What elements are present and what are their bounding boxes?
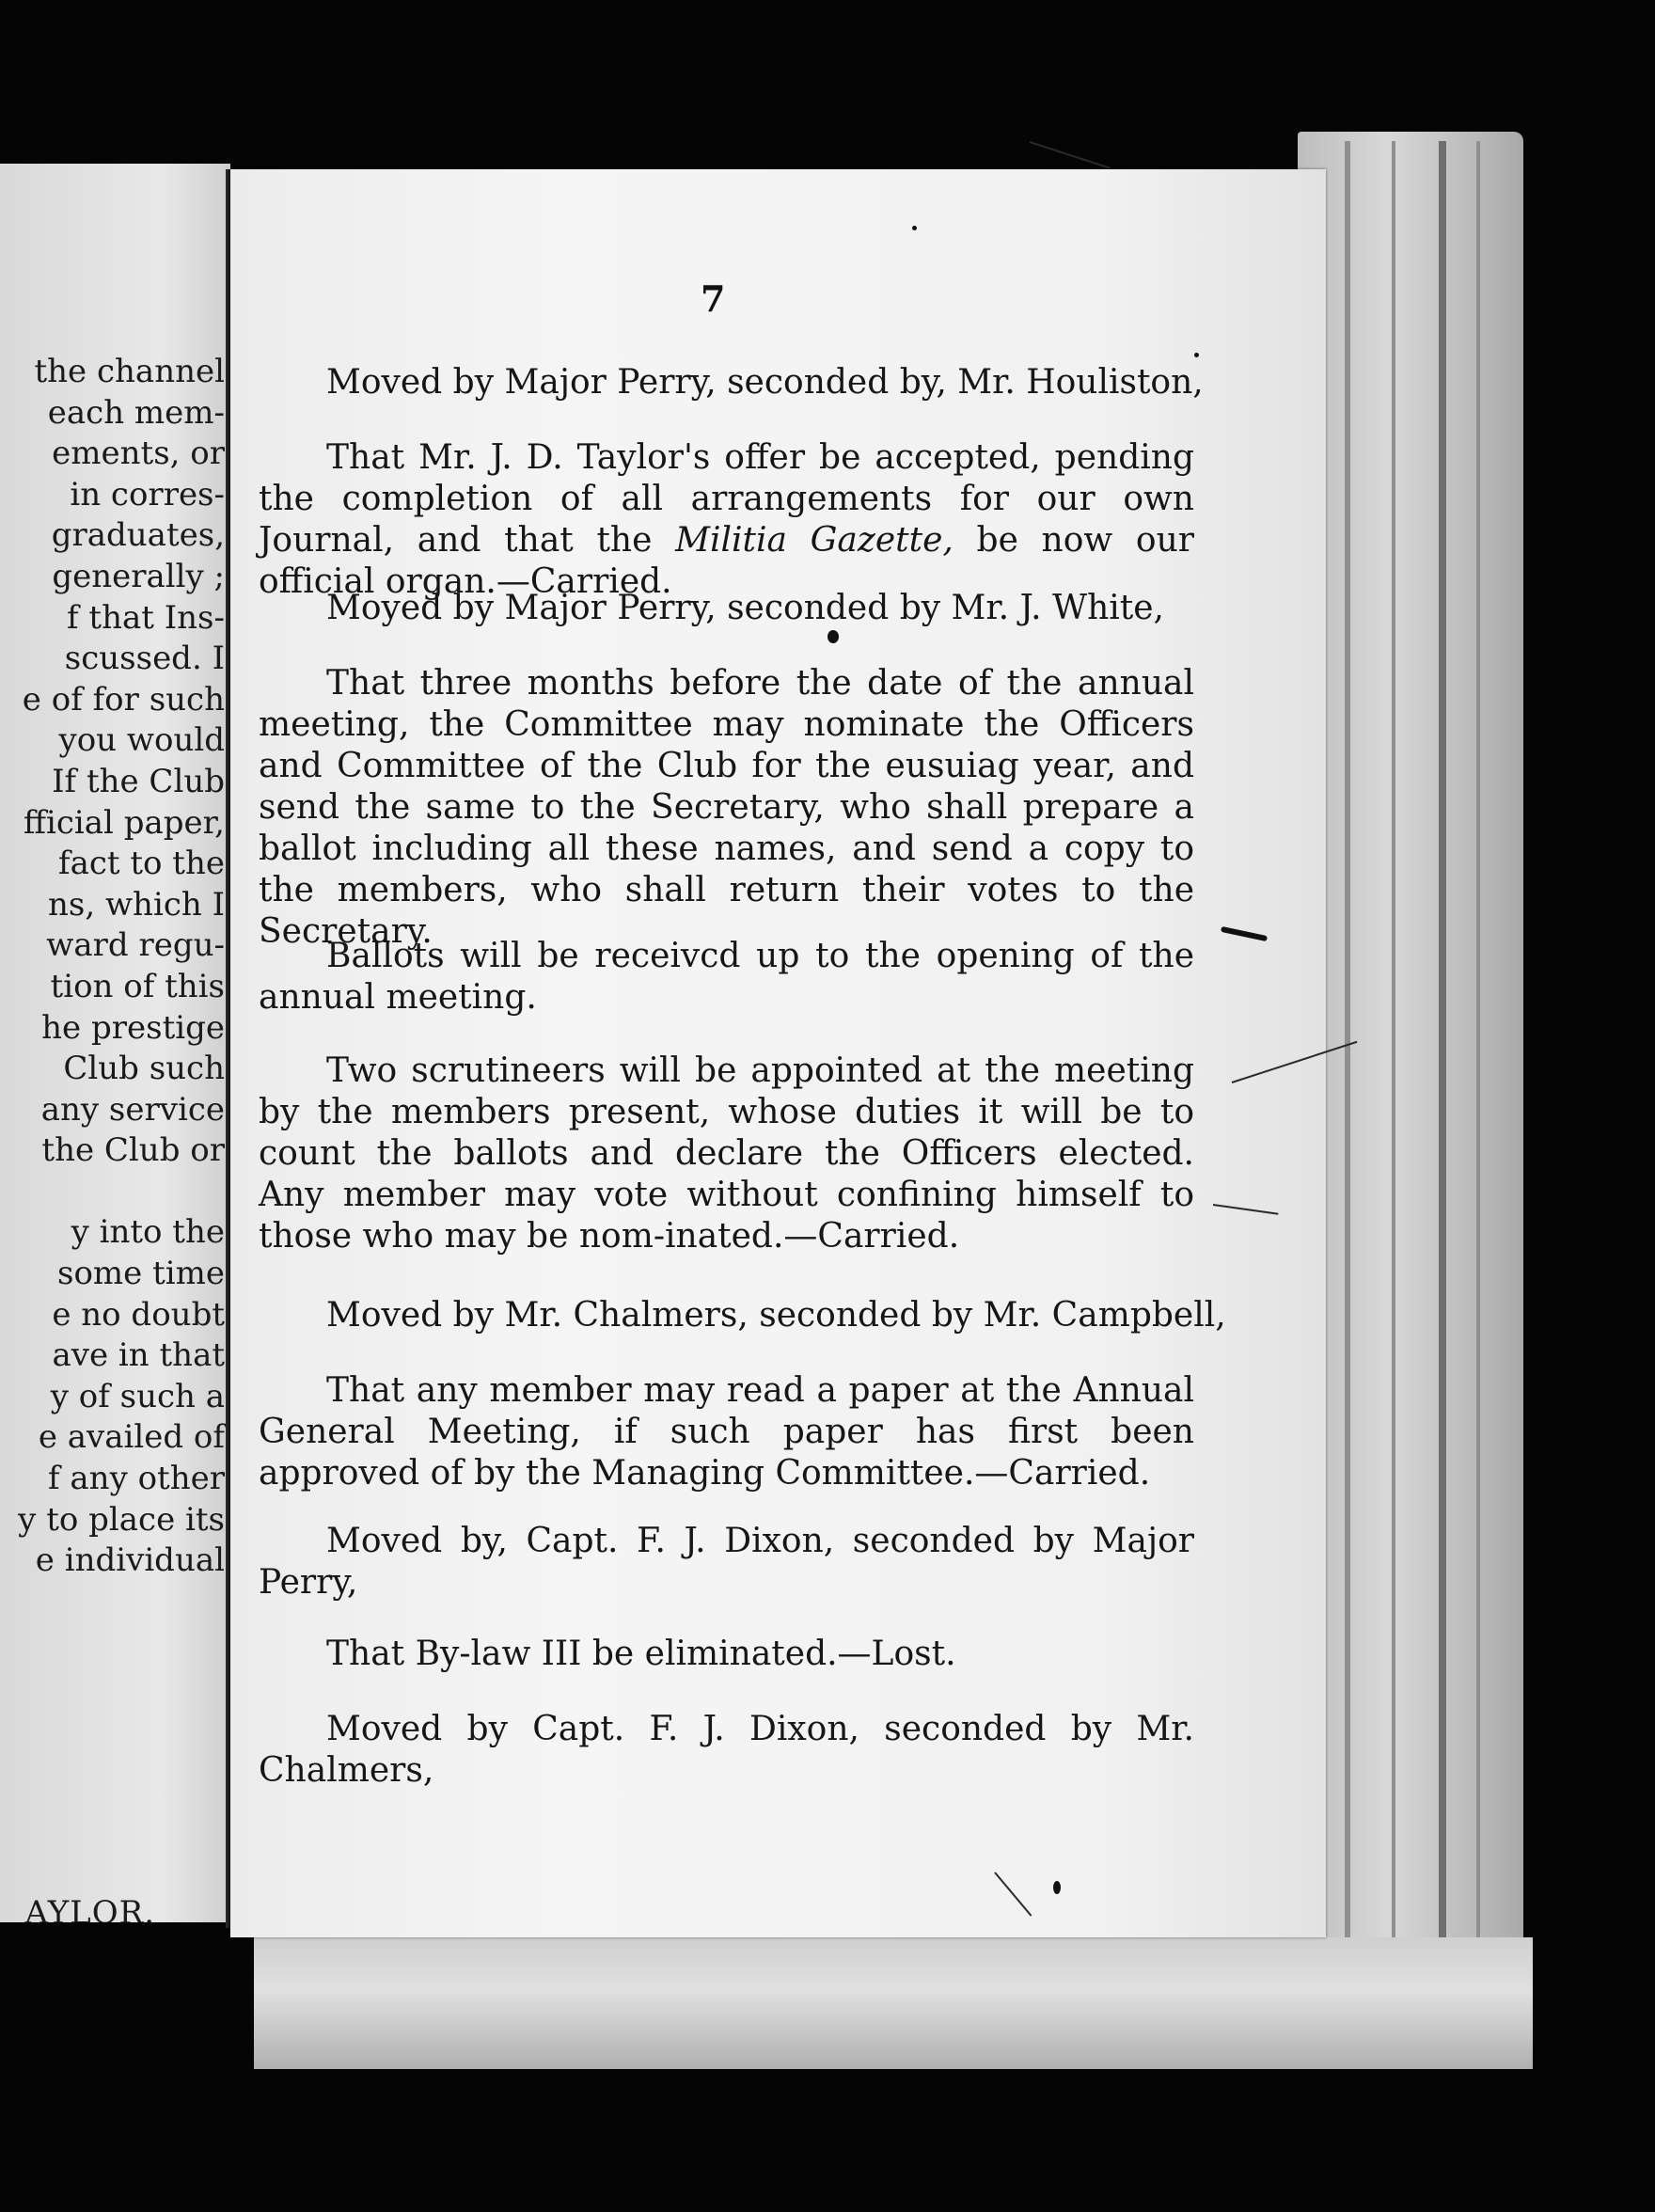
left-page-line: fficial paper, bbox=[23, 803, 225, 842]
left-page-line: graduates, bbox=[51, 516, 225, 555]
left-page-line: each mem- bbox=[47, 393, 225, 432]
scratch bbox=[1030, 141, 1111, 169]
resolution-scrutineers: Two scrutineers will be appointed at the meeting by the members present, whose duties it will be to count the ballots and declare the Officers elected. Any member may vote without confining himself to those who may be nom-inated.—Carried. bbox=[259, 1051, 1194, 1256]
resolution-text-end: be now our official organ.—Carried. bbox=[259, 521, 1194, 601]
left-page-line: generally ; bbox=[52, 557, 225, 595]
left-page-signature: AYLOR. bbox=[24, 1894, 155, 1922]
page-number: 7 bbox=[701, 277, 726, 320]
left-page-line: scussed. I bbox=[64, 640, 225, 678]
speck bbox=[1053, 1881, 1061, 1894]
left-page-line: any service bbox=[40, 1090, 225, 1129]
left-page-line: you would bbox=[58, 721, 225, 760]
page-stack-edge bbox=[1298, 132, 1523, 2013]
page-edge-line bbox=[1439, 141, 1446, 1975]
left-page-line: some time bbox=[57, 1255, 225, 1293]
speck bbox=[1194, 353, 1199, 357]
resolution-bylaw-iii: That By-law III be eliminated.—Lost. bbox=[326, 1635, 956, 1673]
left-page-line: he prestige bbox=[41, 1008, 225, 1047]
militia-gazette-title: Militia Gazette, bbox=[675, 521, 954, 560]
left-page-line: f that Ins- bbox=[67, 598, 225, 637]
resolution-taylor-offer bbox=[259, 437, 1194, 603]
page-edge-line bbox=[1392, 141, 1395, 1975]
left-page-line: f any other bbox=[48, 1460, 225, 1498]
left-page-line: e availed of bbox=[38, 1418, 225, 1457]
left-page-line: ements, or bbox=[52, 434, 225, 473]
motion-dixon-perry: Moved by, Capt. F. J. Dixon, seconded by Major Perry, bbox=[259, 1522, 1194, 1602]
left-page-line: e individual bbox=[35, 1541, 225, 1580]
motion-chalmers-campbell: Moved by Mr. Chalmers, seconded by Mr. Campbell, bbox=[326, 1296, 1226, 1335]
left-page-line: Club such bbox=[63, 1050, 225, 1088]
left-page-text bbox=[0, 352, 225, 1582]
resolution-ballots: Ballots will be receivcd up to the opening of the annual meeting. bbox=[259, 937, 1194, 1017]
motion-dixon-chalmers: Moved by Capt. F. J. Dixon, seconded by Mr. Chalmers, bbox=[259, 1710, 1194, 1790]
left-page-line: y of such a bbox=[50, 1377, 225, 1415]
speck bbox=[912, 226, 917, 230]
left-page-line: in corres- bbox=[70, 475, 225, 514]
left-page-line: the channel bbox=[34, 353, 225, 390]
resolution-text: That Mr. J. D. Taylor's offer be accepted, pending the completion of all arrangements for our own Journal, and that the bbox=[259, 438, 1194, 560]
left-page-line: tion of this bbox=[50, 967, 225, 1005]
page-stack-bottom bbox=[254, 1937, 1533, 2069]
motion-perry-houliston: Moved by Major Perry, seconded by, Mr. Houliston, bbox=[326, 363, 1204, 402]
left-page-line: ns, which I bbox=[47, 885, 225, 924]
left-page-line: e of for such bbox=[22, 680, 225, 719]
left-page-line: y into the bbox=[71, 1213, 225, 1252]
left-page-line: the Club or bbox=[41, 1131, 225, 1170]
left-page-line: ave in that bbox=[52, 1336, 225, 1375]
left-page-line: e no doubt bbox=[52, 1295, 225, 1334]
page-edge-line bbox=[1476, 141, 1480, 1975]
resolution-nominations: That three months before the date of the annual meeting, the Committee may nominate the Officers and Committee of the Club for the eusuiag year, and send the same to the Secretary, who shall prepare a ballot including all these names, and send a copy to the members, who shall return their votes to the Secretary. bbox=[259, 664, 1194, 951]
left-page-line: y to place its bbox=[18, 1500, 225, 1539]
motion-perry-white: Moyed by Major Perry, seconded by Mr. J. White, bbox=[326, 589, 1164, 627]
left-page-line: If the Club bbox=[52, 762, 225, 800]
left-page-line: ward regu- bbox=[46, 926, 225, 965]
speck bbox=[828, 630, 839, 643]
resolution-annual-paper: That any member may read a paper at the Annual General Meeting, if such paper has first been approved of by the Managing Committee.—Carried. bbox=[259, 1371, 1194, 1493]
page-edge-line bbox=[1345, 141, 1350, 1975]
left-page-line bbox=[0, 1172, 225, 1213]
left-page-line: fact to the bbox=[58, 845, 225, 883]
left-facing-page bbox=[0, 164, 230, 1922]
